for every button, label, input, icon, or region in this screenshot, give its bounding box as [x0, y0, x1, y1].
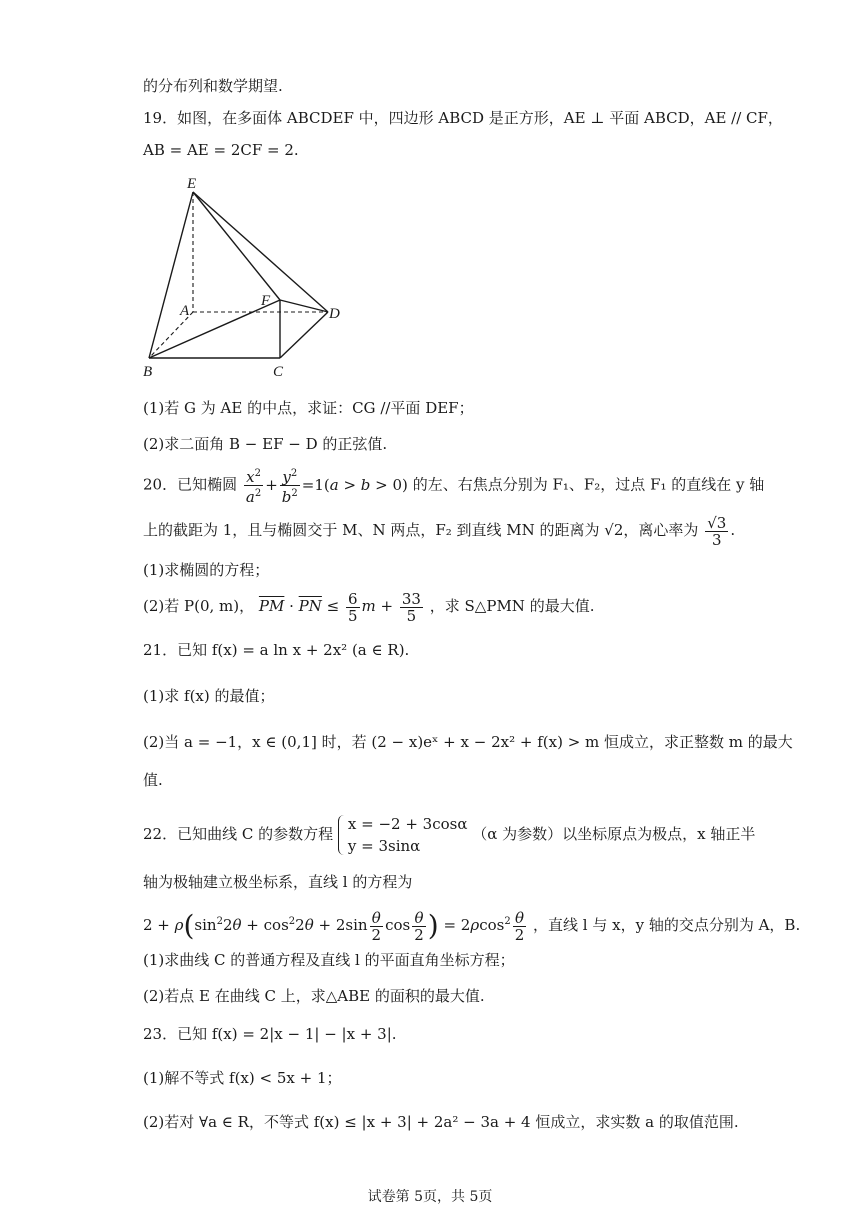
q21-part2-end: 值. — [143, 771, 163, 789]
q19-part2: (2)求二面角 B − EF − D 的正弦值. — [143, 435, 388, 453]
q22-stem-a: 22．已知曲线 C 的参数方程 — [143, 825, 334, 843]
parametric-system — [338, 813, 468, 857]
param-x: x = −2 + 3cosα — [347, 815, 468, 833]
q19-part1: (1)若 G 为 AE 的中点，求证：CG //平面 DEF； — [143, 399, 474, 417]
q19-given: AB = AE = 2CF = 2. — [143, 141, 299, 159]
q20-part2 — [143, 588, 594, 624]
q22-line3-tail: ，直线 l 与 x，y 轴的交点分别为 A，B. — [533, 916, 801, 934]
q19-stem: 19．如图，在多面体 ABCDEF 中，四边形 ABCD 是正方形，AE ⊥ 平面 ABCD，AE // CF， — [143, 109, 783, 127]
q20-line2-text: 上的截距为 1，且与椭圆交于 M、N 两点，F₂ 到直线 MN 的距离为 √2，离心率为 — [143, 521, 699, 539]
edge-CD — [280, 312, 328, 358]
q20-part2-b: ，求 S△PMN 的最大值. — [429, 597, 595, 615]
q23-part1: (1)解不等式 f(x) < 5x + 1； — [143, 1069, 342, 1087]
q23-part2: (2)若对 ∀a ∈ R，不等式 f(x) ≤ |x + 3| + 2a² − 3a + 4 恒成立，求实数 a 的取值范围. — [143, 1113, 739, 1131]
q20-part1: (1)求椭圆的方程； — [143, 561, 270, 579]
q20-stem-tail: 的左、右焦点分别为 F₁、F₂，过点 F₁ 的直线在 y 轴 — [412, 475, 765, 494]
q22-line3 — [143, 902, 800, 946]
label-B: B — [143, 364, 153, 380]
q20-line2: 上的截距为 1，且与椭圆交于 M、N 两点，F₂ 到直线 MN 的距离为 √2，离心率为 $\frac{√3}{3}$ . — [143, 513, 736, 549]
q20-part2-a: (2)若 P(0, m)， — [143, 597, 255, 615]
q18-tail: 的分布列和数学期望. — [143, 77, 283, 95]
q22-part1: (1)求曲线 C 的普通方程及直线 l 的平面直角坐标方程； — [143, 951, 515, 969]
label-C: C — [273, 364, 284, 380]
label-A: A — [180, 303, 190, 319]
eccentricity-value: $\frac{√3}{3}$ — [707, 513, 727, 549]
q22-stem — [143, 812, 755, 857]
label-D: D — [329, 306, 340, 322]
param-y: y = 3sinα — [347, 837, 421, 855]
ellipse-equation: $\frac{x^2}{a^2}$ + $\frac{y^2}{b^2}$ =1(a > b > 0) — [245, 468, 413, 506]
dot-product-condition: $\overline{PM} \cdot \overline{PN}$ ≤ $\frac{6}{5}$ m + $\frac{33}{5}$ — [258, 589, 421, 625]
page-footer: 试卷第 5页，共 5页 — [367, 1189, 493, 1205]
q22-part2: (2)若点 E 在曲线 C 上，求△ABE 的面积的最大值. — [143, 987, 485, 1005]
q21-part2: (2)当 a = −1，x ∈ (0,1] 时，若 (2 − x)eˣ + x − 2x² + f(x) > m 恒成立，求正整数 m 的最大 — [143, 733, 793, 751]
polar-equation: $2 + \rho(\sin^22\theta + \cos^22\theta + 2\sin$ $\frac{\theta}{2}$ cos $\frac{\theta}{2}$ ) = 2ρcos$^2$ $\frac{\theta}{2}$ — [143, 908, 525, 944]
q23-stem: 23．已知 f(x) = 2|x − 1| − |x + 3|. — [143, 1025, 397, 1043]
q22-line2: 轴为极轴建立极坐标系，直线 l 的方程为 — [143, 873, 413, 891]
q20-stem — [143, 466, 764, 505]
label-E: E — [187, 176, 197, 192]
q21-stem: 21．已知 f(x) = a ln x + 2x² (a ∈ R). — [143, 641, 410, 659]
edge-EB — [149, 192, 193, 358]
q22-stem-b: （α 为参数）以坐标原点为极点，x 轴正半 — [472, 825, 756, 843]
q20-number: 20．已知椭圆 — [143, 475, 238, 494]
polyhedron-figure — [140, 172, 350, 382]
q21-part1: (1)求 f(x) 的最值； — [143, 687, 275, 705]
edge-EF — [193, 192, 280, 300]
label-F: F — [261, 293, 271, 309]
